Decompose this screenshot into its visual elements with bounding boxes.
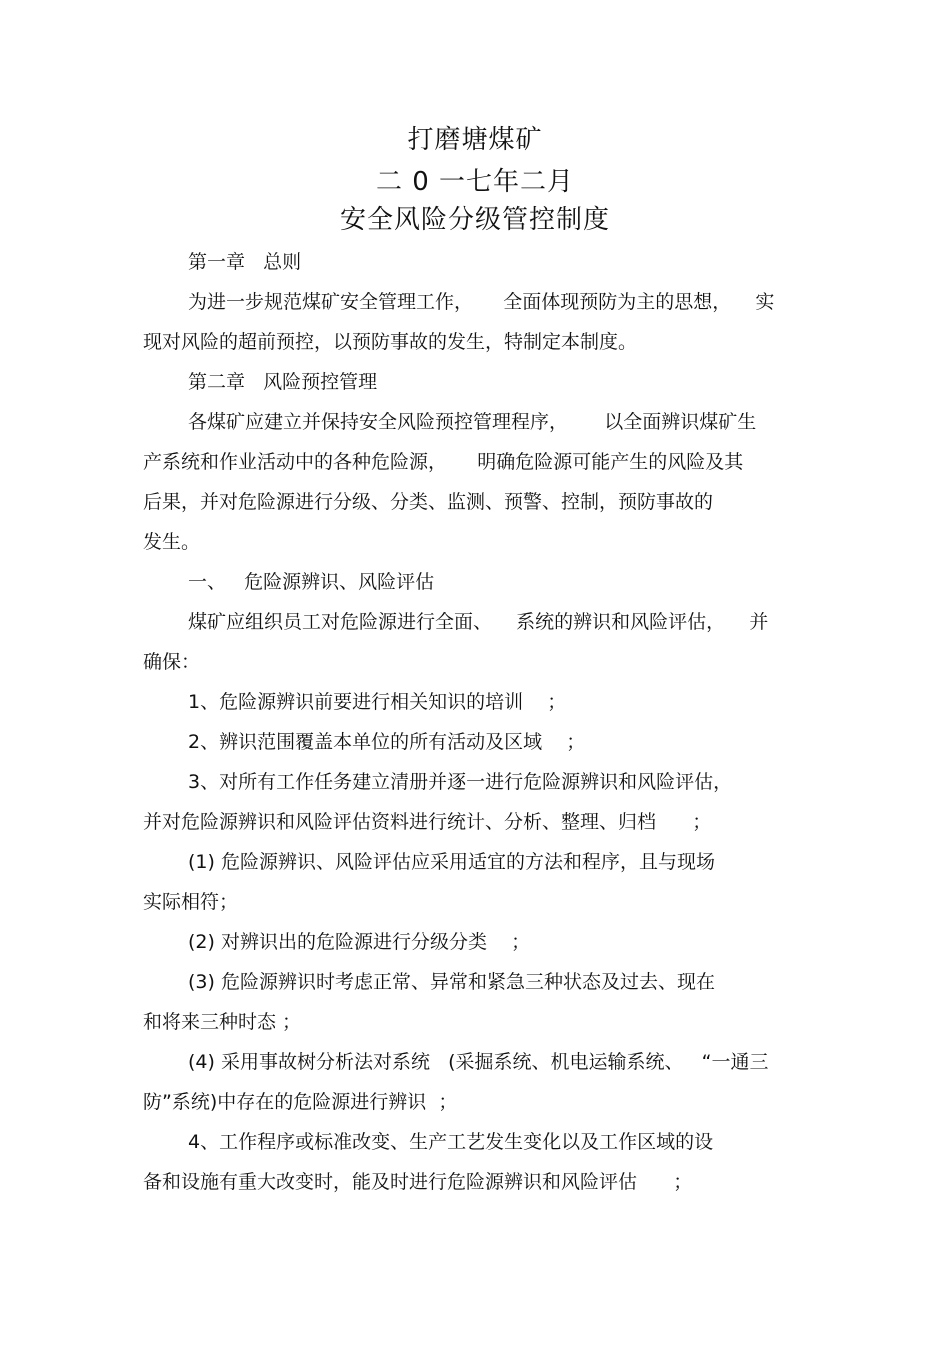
- paragraph-line: 产系统和作业活动中的各种危险源， 明确危险源可能产生的风险及其: [143, 451, 744, 473]
- paragraph-line: 为进一步规范煤矿安全管理工作， 全面体现预防为主的思想， 实: [188, 291, 775, 313]
- paragraph-line: 煤矿应组织员工对危险源进行全面、 系统的辨识和风险评估， 并: [188, 611, 769, 633]
- sub-list-item: (4) 采用事故树分析法对系统 (采掘系统、机电运输系统、 “一通三: [188, 1051, 769, 1073]
- list-item: 2、辨识范围覆盖本单位的所有活动及区域 ；: [188, 731, 586, 753]
- paragraph-line: 现对风险的超前预控，以预防事故的发生，特制定本制度。: [143, 331, 638, 353]
- section-heading: 一、 危险源辨识、风险评估: [188, 571, 435, 593]
- document-title: 安全风险分级管控制度: [339, 205, 610, 235]
- paragraph-line: 各煤矿应建立并保持安全风险预控管理程序， 以全面辨识煤矿生: [188, 411, 757, 433]
- list-item: 3、对所有工作任务建立清册并逐一进行危险源辨识和风险评估，: [188, 771, 733, 793]
- paragraph-line: 后果，并对危险源进行分级、分类、监测、预警、控制，预防事故的: [143, 491, 714, 513]
- company-name: 打磨塘煤矿: [407, 125, 543, 155]
- sub-list-item: 和将来三种时态 ；: [143, 1011, 302, 1033]
- paragraph-line: 发生。: [143, 531, 201, 553]
- chapter-heading: 第二章 风险预控管理: [188, 371, 378, 393]
- sub-list-item: 防”系统)中存在的危险源进行辨识 ；: [143, 1091, 458, 1113]
- sub-list-item: (1) 危险源辨识、风险评估应采用适宜的方法和程序，且与现场: [188, 851, 715, 873]
- list-item: 并对危险源辨识和风险评估资料进行统计、分析、整理、归档 ；: [143, 811, 712, 833]
- sub-list-item: (2) 对辨识出的危险源进行分级分类 ；: [188, 931, 531, 953]
- chapter-heading: 第一章 总则: [188, 251, 302, 273]
- paragraph-line: 确保：: [143, 651, 201, 673]
- list-item: 备和设施有重大改变时，能及时进行危险源辨识和风险评估 ；: [143, 1171, 693, 1193]
- sub-list-item: 实际相符；: [143, 891, 239, 913]
- list-item: 1、危险源辨识前要进行相关知识的培训 ；: [188, 691, 567, 713]
- document-date: 二 0 一七年二月: [375, 167, 575, 197]
- list-item: 4、工作程序或标准改变、生产工艺发生变化以及工作区域的设: [188, 1131, 714, 1153]
- sub-list-item: (3) 危险源辨识时考虑正常、异常和紧急三种状态及过去、现在: [188, 971, 715, 993]
